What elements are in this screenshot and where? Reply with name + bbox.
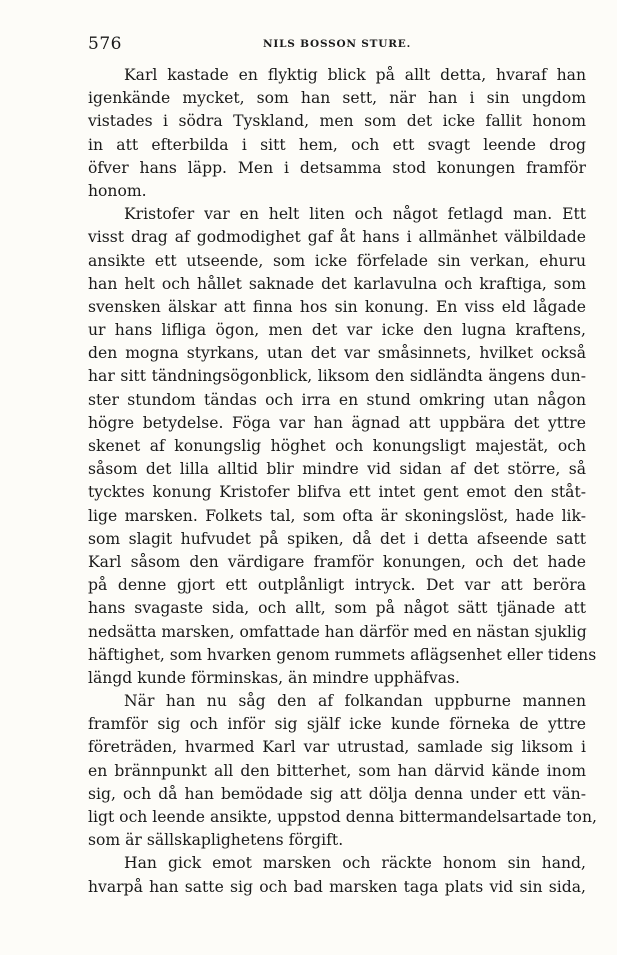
text-line: häftighet, som hvarken genom rummets aflägsenhet eller tidens: [88, 645, 597, 664]
text-line: öfver hans läpp. Men i detsamma stod konungen framför: [88, 158, 586, 177]
text-line: Kristofer var en helt liten och något fetlagd man. Ett: [124, 205, 586, 224]
text-line: längd kunde förminskas, än mindre upphäfvas.: [88, 668, 460, 687]
text-line: ansikte ett utseende, som icke förfelade sin verkan, ehuru: [88, 251, 586, 270]
text-line: hvarpå han satte sig och bad marsken taga plats vid sin sida,: [88, 877, 586, 896]
text-line: Karl kastade en flyktig blick på allt detta, hvaraf han: [124, 66, 586, 84]
text-line: framför sig och inför sig själf icke kunde förneka de yttre: [88, 715, 586, 734]
text-line: nedsätta marsken, omfattade han därför med en nästan sjuklig: [88, 622, 587, 641]
text-line: vistades i södra Tyskland, men som det icke fallit honom: [88, 112, 586, 131]
text-line: den mogna styrkans, utan det var småsinnets, hvilket också: [88, 344, 586, 363]
text-line: När han nu såg den af folkandan uppburne mannen: [124, 692, 586, 711]
text-line: hans svagaste sida, och allt, som på något sätt tjänade att: [88, 599, 586, 618]
page-header: [88, 34, 588, 56]
text-line: svensken älskar att finna hos sin konung. En viss eld lågade: [88, 297, 586, 316]
body-text: [88, 64, 597, 899]
text-line: företräden, hvarmed Karl var utrustad, samlade sig liksom i: [88, 738, 586, 757]
text-line: på denne gjort ett outplånligt intryck. Det var att beröra: [88, 576, 586, 595]
text-line: som är sällskaplighetens förgift.: [88, 831, 344, 850]
running-head: NILS BOSSON STURE.: [263, 38, 412, 50]
text-line: in att efterbilda i sitt hem, och ett svagt leende drog: [88, 135, 586, 154]
text-line: ur hans lifliga ögon, men det var icke den lugna kraftens,: [88, 321, 586, 340]
text-line: har sitt tändningsögonblick, liksom den sidländta ängens dun-: [88, 367, 586, 386]
text-line: honom.: [88, 181, 147, 200]
text-line: högre betydelse. Föga var han ägnad att uppbära det yttre: [88, 413, 586, 432]
text-line: han helt och hållet saknade det karlavulna och kraftiga, som: [88, 274, 586, 293]
text-line: ster stundom tändas och irra en stund omkring utan någon: [88, 390, 586, 409]
text-line: visst drag af godmodighet gaf åt hans i allmänhet välbildade: [88, 228, 586, 247]
text-line: Karl såsom den värdigare framför konungen, och det hade: [88, 552, 586, 571]
text-line: som slagit hufvudet på spiken, då det i detta afseende satt: [88, 529, 586, 548]
text-line: en brännpunkt all den bitterhet, som han därvid kände inom: [88, 761, 586, 780]
text-line: Han gick emot marsken och räckte honom sin hand,: [124, 854, 586, 873]
text-line: såsom det lilla alltid blir mindre vid sidan af det större, så: [88, 460, 586, 479]
text-line: sig, och då han bemödade sig att dölja denna under ett vän-: [88, 784, 586, 803]
text-line: tycktes konung Kristofer blifva ett intet gent emot den ståt-: [88, 483, 586, 502]
text-line: ligt och leende ansikte, uppstod denna bittermandelsartade ton,: [88, 808, 597, 826]
page-number: 576: [88, 34, 122, 54]
text-line: lige marsken. Folkets tal, som ofta är skoningslöst, hade lik-: [88, 506, 586, 525]
text-line: skenet af konungslig höghet och konungsligt majestät, och: [88, 437, 586, 455]
text-line: igenkände mycket, som han sett, när han i sin ungdom: [88, 89, 586, 108]
